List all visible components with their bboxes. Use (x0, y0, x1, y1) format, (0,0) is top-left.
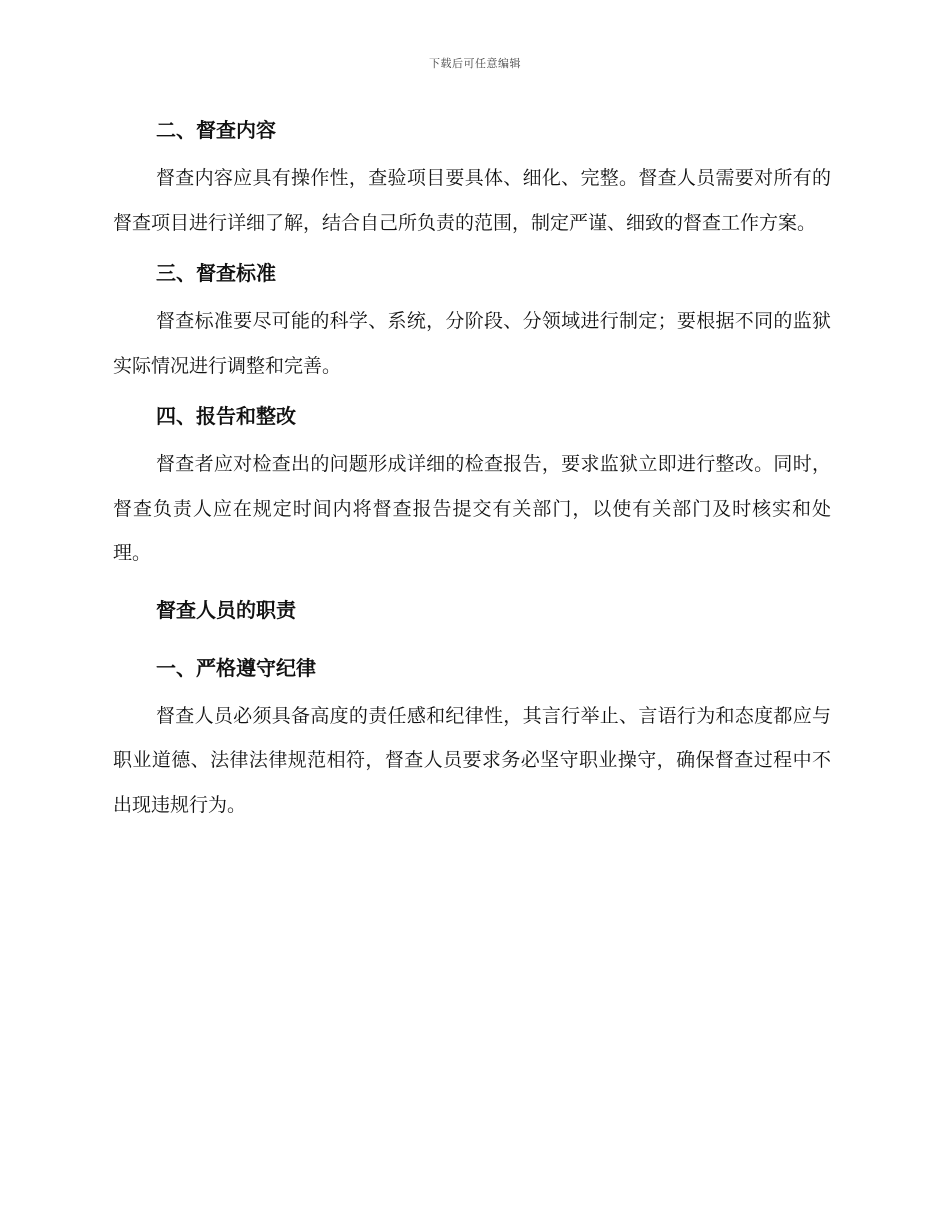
section-paragraph-supervision-content: 督查内容应具有操作性，查验项目要具体、细化、完整。督查人员需要对所有的督查项目进行详细了解，结合自己所负责的范围，制定严谨、细致的督查工作方案。 (113, 167, 831, 234)
document-body (113, 110, 831, 827)
section-paragraph-supervision-standard: 督查标准要尽可能的科学、系统，分阶段、分领域进行制定；要根据不同的监狱实际情况进行调整和完善。 (113, 310, 831, 377)
section-heading-strict-discipline: 一、严格遵守纪律 (156, 655, 316, 680)
section-paragraph-report-rectification: 督查者应对检查出的问题形成详细的检查报告，要求监狱立即进行整改。同时，督查负责人应在规定时间内将督查报告提交有关部门，以使有关部门及时核实和处理。 (113, 453, 831, 564)
section-heading-supervisor-duties: 督查人员的职责 (156, 597, 296, 622)
section-heading-report-rectification: 四、报告和整改 (156, 404, 296, 428)
page-header-note: 下载后可任意编辑 (429, 57, 521, 70)
section-paragraph-strict-discipline: 督查人员必须具备高度的责任感和纪律性，其言行举止、言语行为和态度都应与职业道德、法律法律规范相符，督查人员要求务必坚守职业操守，确保督查过程中不出现违规行为。 (113, 704, 831, 816)
section-heading-supervision-standard: 三、督查标准 (156, 261, 276, 285)
section-heading-supervision-content: 二、督查内容 (156, 118, 276, 142)
